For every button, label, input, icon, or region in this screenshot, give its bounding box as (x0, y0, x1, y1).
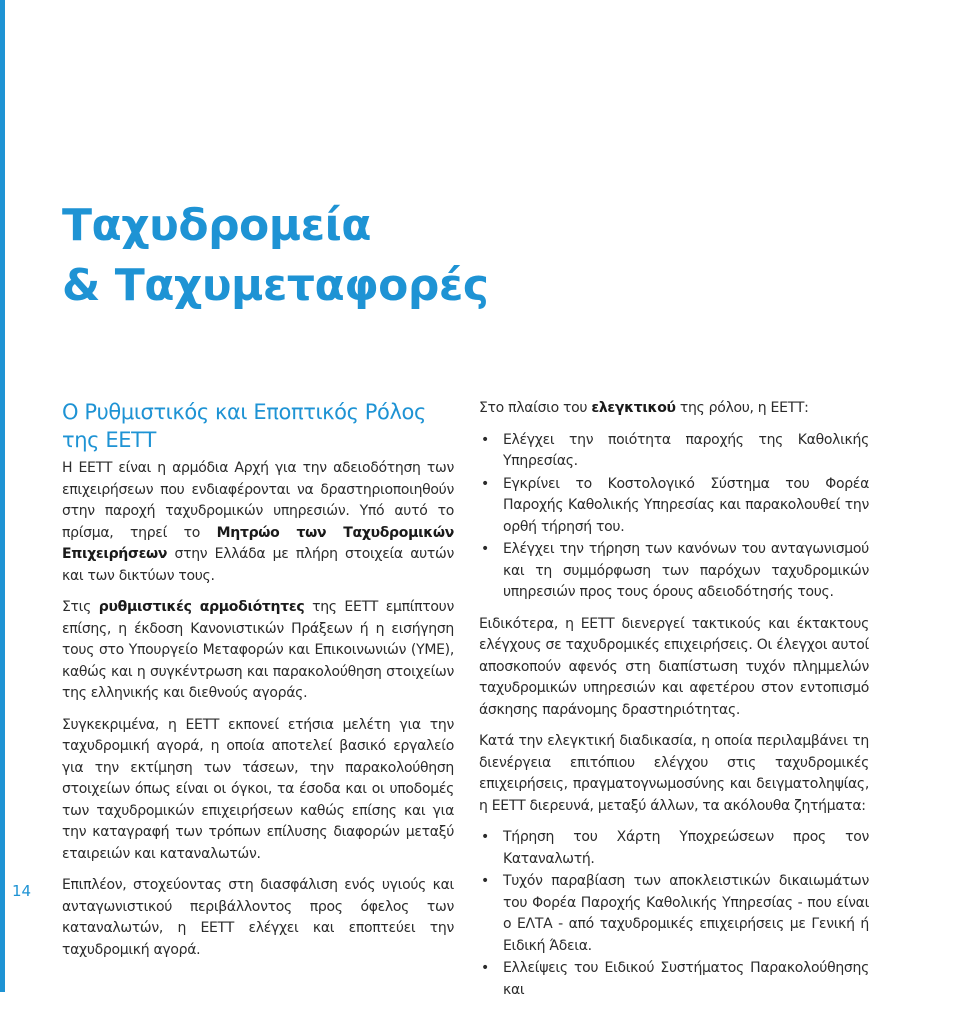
paragraph-audit-intro (479, 398, 869, 420)
list-item-text: Ελλείψεις του Ειδικού Συστήματος Παρακολούθησης και (503, 960, 869, 998)
list-item (479, 871, 869, 957)
bullet-icon: • (481, 873, 489, 889)
list-item (479, 539, 869, 604)
left-accent-stripe (0, 0, 5, 992)
paragraph-text: Η ΕΕΤΤ είναι η αρμόδια Αρχή για την αδειοδότηση των επιχειρήσεων που ενδιαφέρονται να δραστηριοποιηθούν στην παροχή ταχυδρομικών υπηρεσιών. Υπό αυτό το πρίσμα, τηρεί το (62, 460, 454, 541)
page-number: 14 (12, 882, 32, 900)
title-line-2: & Ταχυμεταφορές (62, 260, 489, 311)
audit-list (479, 430, 869, 604)
list-item (479, 474, 869, 539)
bold-registry: Μητρώο των Ταχυδρομικών Επιχειρήσεων (62, 524, 455, 562)
bullet-icon: • (481, 431, 489, 448)
issues-list (479, 827, 869, 1001)
list-item-text: Τήρηση του Χάρτη Υποχρεώσεων προς τον Καταναλωτή. (503, 829, 869, 867)
list-item-text: Τυχόν παραβίαση των αποκλειστικών δικαιωμάτων του Φορέα Παροχής Καθολικής Υπηρεσίας - που είναι ο ΕΛΤΑ - από ταχυδρομικές επιχειρήσεις με Γενική ή Ειδική Άδεια. (503, 873, 869, 954)
list-item-text: Εγκρίνει το Κοστολογικό Σύστημα του Φορέα Παροχής Καθολικής Υπηρεσίας και παρακολουθεί την ορθή τήρησή του. (503, 475, 869, 535)
bullet-icon: • (481, 960, 489, 976)
list-item (479, 430, 869, 473)
paragraph-licensing (62, 458, 454, 587)
bullet-icon: • (481, 475, 489, 492)
paragraph-annual-study: Συγκεκριμένα, η ΕΕΤΤ εκπονεί ετήσια μελέτη για την ταχυδρομική αγορά, η οποία αποτελεί βασικό εργαλείο για την εκτίμηση των τάσεων, την παρακολούθηση στοιχείων όπως είναι οι όγκοι, τα έσοδα και οι υποδομές των ταχυδρομικών επιχειρήσεων καθώς επίσης και για την καταγραφή των τρόπων επίλυσης διαφορών μεταξύ εταιρειών και καταναλωτών. (62, 716, 454, 862)
right-column (479, 398, 869, 1011)
bullet-icon: • (481, 829, 489, 845)
list-item-text: Ελέγχει την τήρηση των κανόνων του ανταγωνισμού και τη συμμόρφωση των παρόχων ταχυδρομικών υπηρεσιών προς τους όρους αδειοδότησής τους. (503, 541, 869, 600)
list-item-text: Ελέγχει την ποιότητα παροχής της Καθολικής Υπηρεσίας. (503, 431, 869, 469)
bullet-icon: • (481, 541, 489, 557)
list-item (479, 827, 869, 870)
paragraph-text: Στο πλαίσιο του (479, 400, 592, 416)
bold-regulatory: ρυθμιστικές αρμοδιότητες (98, 599, 305, 615)
paragraph-audit-process: Κατά την ελεγκτική διαδικασία, η οποία περιλαμβάνει τη διενέργεια επιτόπιου ελέγχου στις ταχυδρομικές επιχειρήσεις, πραγματογνωμοσύνης και δειγματοληψίας, η ΕΕΤΤ διερευνά, μεταξύ άλλων, τα ακόλουθα ζητήματα: (479, 733, 869, 814)
paragraph-inspections: Ειδικότερα, η ΕΕΤΤ διενεργεί τακτικούς και έκτακτους ελέγχους σε ταχυδρομικές επιχειρήσεις. Οι έλεγχοι αυτοί αποσκοπούν αφενός στη διαπίστωση τυχόν πλημμελών ταχυδρομικών υπηρεσιών και αφετέρου στον εντοπισμό άσκησης παράνομης δραστηριότητας. (479, 615, 869, 718)
paragraph-supervision: Επιπλέον, στοχεύοντας στη διασφάλιση ενός υγιούς και ανταγωνιστικού περιβάλλοντος προς όφελος των καταναλωτών, η ΕΕΤΤ ελέγχει και εποπτεύει την ταχυδρομική αγορά. (62, 877, 454, 958)
paragraph-regulatory (62, 597, 454, 705)
title-line-1: Ταχυδρομεία (62, 200, 372, 251)
paragraph-text: της ΕΕΤΤ εμπίπτουν επίσης, η έκδοση Κανονιστικών Πράξεων ή η εισήγηση τους στο Υπουργείο Μεταφορών και Επικοινωνιών (ΥΜΕ), καθώς και η συγκέντρωση και παρακολούθηση στοιχείων της ελληνικής και διεθνούς αγοράς. (62, 599, 454, 701)
paragraph-text: Στις (62, 599, 99, 615)
subheading-line-1: Ο Ρυθμιστικός και Εποπτικός Ρόλος (62, 400, 426, 424)
page-title (62, 196, 488, 316)
list-item (479, 958, 869, 1001)
paragraph-text: της ρόλου, η ΕΕΤΤ: (675, 400, 809, 416)
subheading-line-2: της ΕΕΤΤ (62, 428, 156, 452)
section-subheading (62, 398, 454, 454)
left-column (62, 398, 454, 971)
paragraph-text: στην Ελλάδα με πλήρη στοιχεία αυτών και των δικτύων τους. (62, 546, 454, 584)
bold-audit: ελεγκτικού (591, 400, 676, 416)
